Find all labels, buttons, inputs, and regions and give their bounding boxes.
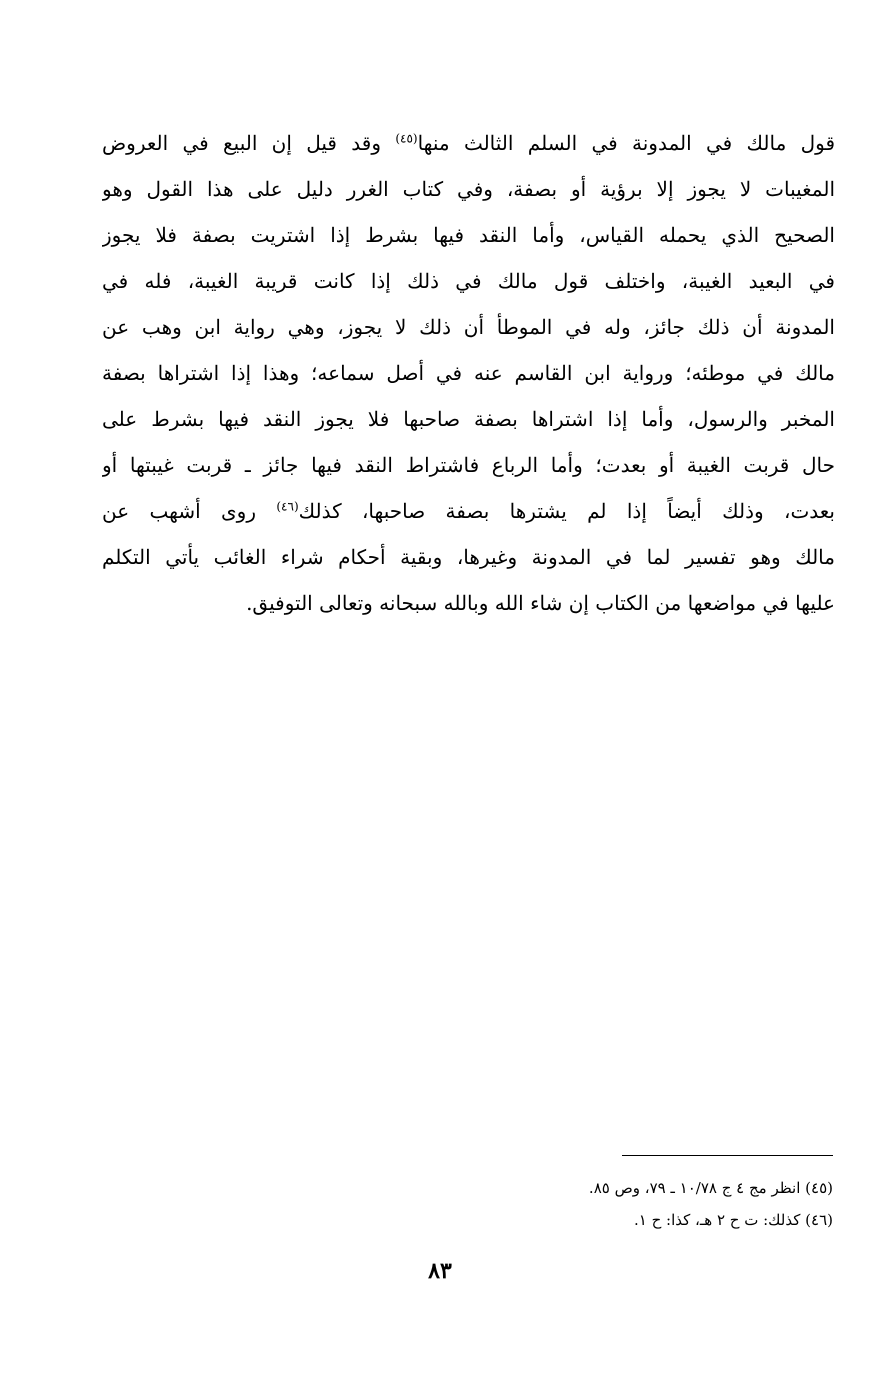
- text-line-11: عليها في مواضعها من الكتاب إن شاء الله وبالله سبحانه وتعالى التوفيق.: [246, 591, 835, 615]
- text-line-1: [102, 120, 835, 166]
- footnote-reference-46: (٤٦): [276, 499, 299, 514]
- main-text-block: [102, 120, 835, 626]
- text-line-7: المخبر والرسول، وأما إذا اشتراها بصفة صاحبها فلا يجوز النقد فيها بشرط على: [102, 407, 835, 431]
- footnote-46: (٤٦) كذلك: ت ح ٢ هـ، كذا: ح ١.: [633, 1211, 833, 1229]
- text-segment: وقد قيل إن البيع في العروض: [102, 131, 396, 155]
- footnotes-block: [300, 1172, 833, 1236]
- text-line-9: [102, 488, 835, 534]
- text-line-5: المدونة أن ذلك جائز، وله في الموطأ أن ذلك لا يجوز، وهي رواية ابن وهب عن: [102, 315, 835, 339]
- text-line-2: المغيبات لا يجوز إلا برؤية أو بصفة، وفي كتاب الغرر دليل على هذا القول وهو: [102, 177, 835, 201]
- footnote-separator: [622, 1155, 833, 1156]
- text-line-3: الصحيح الذي يحمله القياس، وأما النقد فيها بشرط إذا اشتريت بصفة فلا يجوز: [102, 223, 835, 247]
- text-segment: بعدت، وذلك أيضاً إذا لم يشترها بصفة صاحبها، كذلك: [298, 499, 835, 523]
- text-line-4: في البعيد الغيبة، واختلف قول مالك في ذلك إذا كانت قريبة الغيبة، فله في: [102, 269, 835, 293]
- text-segment: روى أشهب عن: [102, 499, 277, 523]
- text-segment: قول مالك في المدونة في السلم الثالث منها: [417, 131, 835, 155]
- footnote-reference-45: (٤٥): [395, 131, 418, 146]
- page-number: ٨٣: [428, 1258, 452, 1284]
- text-line-8: حال قربت الغيبة أو بعدت؛ وأما الرباع فاشتراط النقد فيها جائز ـ قربت غيبتها أو: [102, 453, 835, 477]
- text-line-6: مالك في موطئه؛ ورواية ابن القاسم عنه في أصل سماعه؛ وهذا إذا اشتراها بصفة: [102, 361, 835, 385]
- footnote-45: (٤٥) انظر مج ٤ ج ١٠/٧٨ ـ ٧٩، وص ٨٥.: [588, 1179, 833, 1197]
- text-line-10: مالك وهو تفسير لما في المدونة وغيرها، وبقية أحكام شراء الغائب يأتي التكلم: [102, 545, 835, 569]
